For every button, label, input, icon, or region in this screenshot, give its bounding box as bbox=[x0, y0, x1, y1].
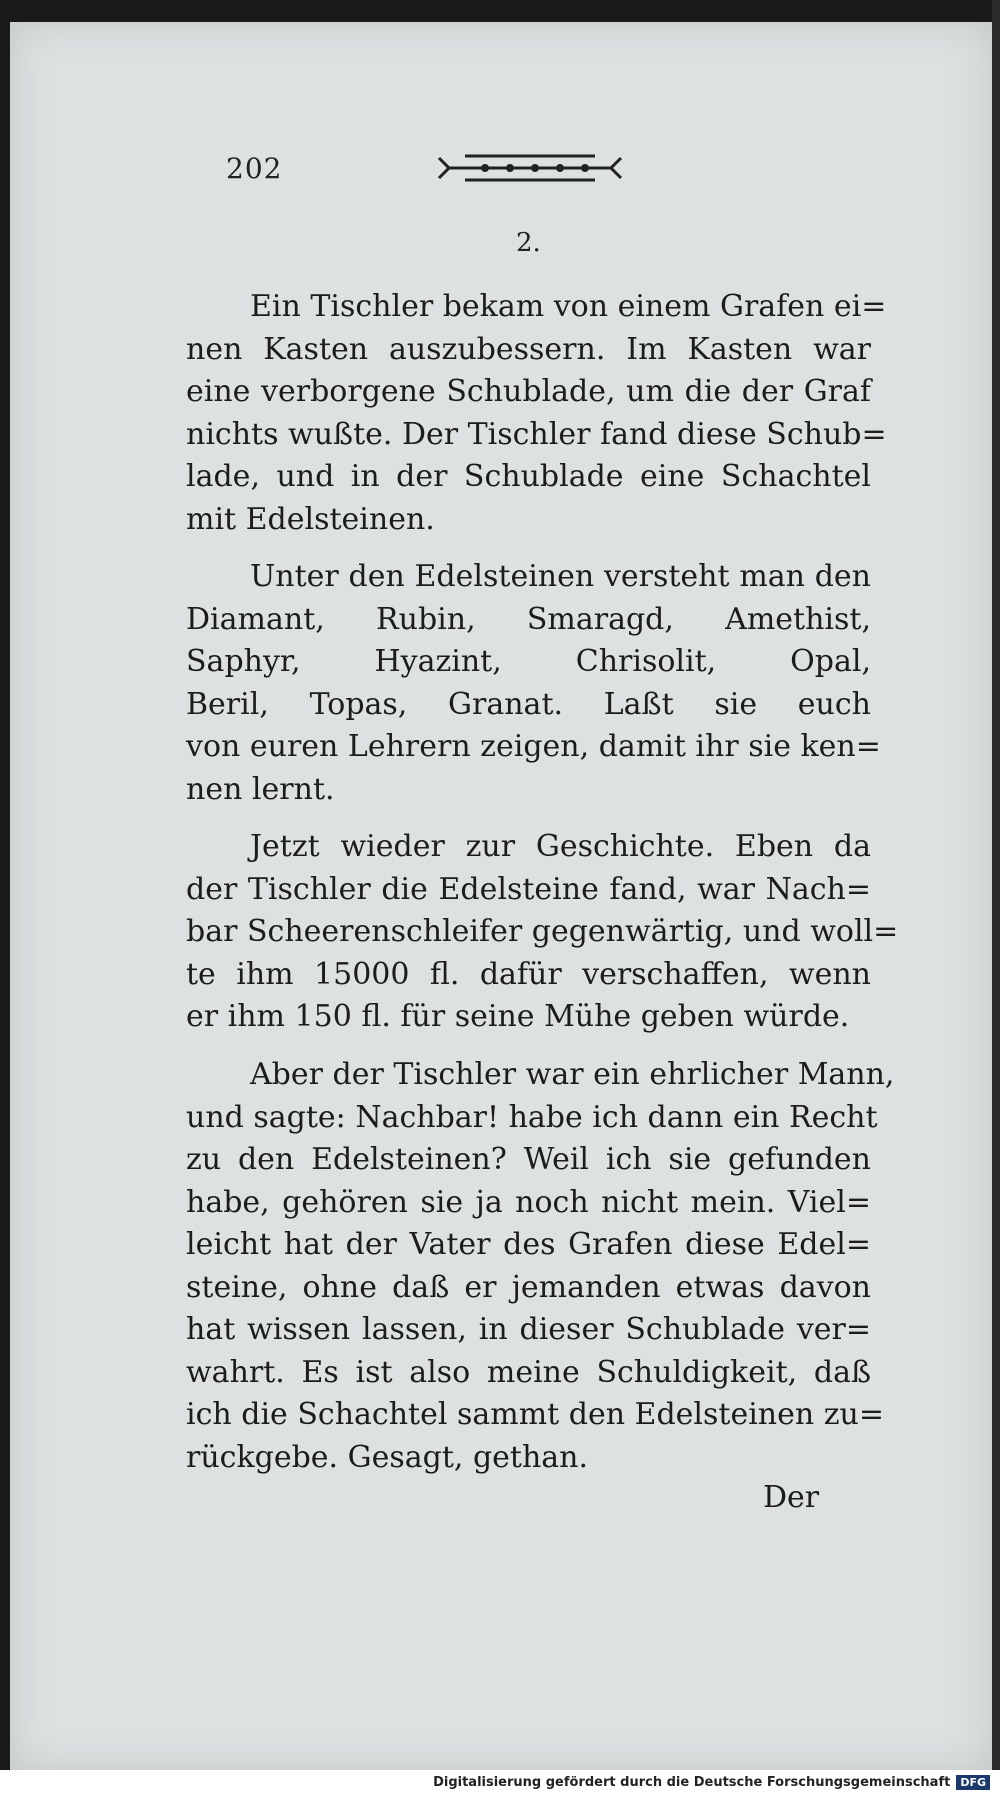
text-line: habe, gehören sie ja noch nicht mein. Viel= bbox=[186, 1184, 871, 1220]
text-line: er ihm 150 fl. für seine Mühe geben würde. bbox=[186, 999, 850, 1034]
text-line: mit Edelsteinen. bbox=[186, 501, 435, 537]
text-line: zu den Edelsteinen? Weil ich sie gefunden bbox=[186, 1142, 871, 1177]
text-line: bar Scheerenschleifer gegenwärtig, und woll= bbox=[186, 914, 899, 949]
text-line: Beril, Topas, Granat. Laßt sie euch bbox=[186, 686, 871, 722]
text-line: wahrt. Es ist also meine Schuldigkeit, daß bbox=[186, 1354, 871, 1390]
page-number: 202 bbox=[226, 152, 283, 185]
text-line: Ein Tischler bekam von einem Grafen ei= bbox=[250, 289, 887, 324]
text-line: steine, ohne daß er jemanden etwas davon bbox=[186, 1269, 871, 1305]
text-line: rückgebe. Gesagt, gethan. bbox=[186, 1439, 589, 1475]
text-line: Jetzt wieder zur Geschichte. Eben da bbox=[250, 829, 871, 864]
text-line: leicht hat der Vater des Grafen diese Edel= bbox=[186, 1227, 871, 1262]
text-line: te ihm 15000 fl. dafür verschaffen, wenn bbox=[186, 956, 871, 992]
text-line: ich die Schachtel sammt den Edelsteinen zu= bbox=[186, 1397, 884, 1432]
paragraph bbox=[186, 1054, 895, 1479]
text-line: nichts wußte. Der Tischler fand diese Schub= bbox=[186, 416, 887, 452]
digitization-footer bbox=[0, 1770, 1000, 1795]
footer-text: Digitalisierung gefördert durch die Deutsche Forschungsgemeinschaft bbox=[433, 1775, 951, 1790]
text-line: nen lernt. bbox=[186, 771, 335, 807]
text-line: Saphyr, Hyazint, Chrisolit, Opal, bbox=[186, 644, 871, 679]
catchword: Der bbox=[763, 1480, 820, 1515]
text-line: von euren Lehrern zeigen, damit ihr sie ken= bbox=[186, 729, 881, 764]
paragraph bbox=[186, 286, 887, 541]
text-line: nen Kasten auszubessern. Im Kasten war bbox=[186, 331, 871, 367]
text-line: hat wissen lassen, in dieser Schublade ver= bbox=[186, 1312, 871, 1347]
text-line: Unter den Edelsteinen versteht man den bbox=[250, 559, 871, 594]
text-line: lade, und in der Schublade eine Schachtel bbox=[186, 459, 871, 494]
text-line: Diamant, Rubin, Smaragd, Amethist, bbox=[186, 601, 871, 637]
header-ornament bbox=[435, 150, 625, 186]
text-line: der Tischler die Edelsteine fand, war Nach= bbox=[186, 871, 871, 907]
paragraph bbox=[186, 556, 881, 811]
dfg-logo-icon: DFG bbox=[956, 1775, 990, 1790]
text-line: Aber der Tischler war ein ehrlicher Mann, bbox=[250, 1057, 895, 1092]
scan-edge bbox=[992, 0, 1000, 1770]
section-number: 2. bbox=[516, 228, 541, 258]
text-line: eine verborgene Schublade, um die der Graf bbox=[186, 374, 871, 409]
paragraph bbox=[186, 826, 899, 1039]
text-line: und sagte: Nachbar! habe ich dann ein Recht bbox=[186, 1099, 878, 1135]
